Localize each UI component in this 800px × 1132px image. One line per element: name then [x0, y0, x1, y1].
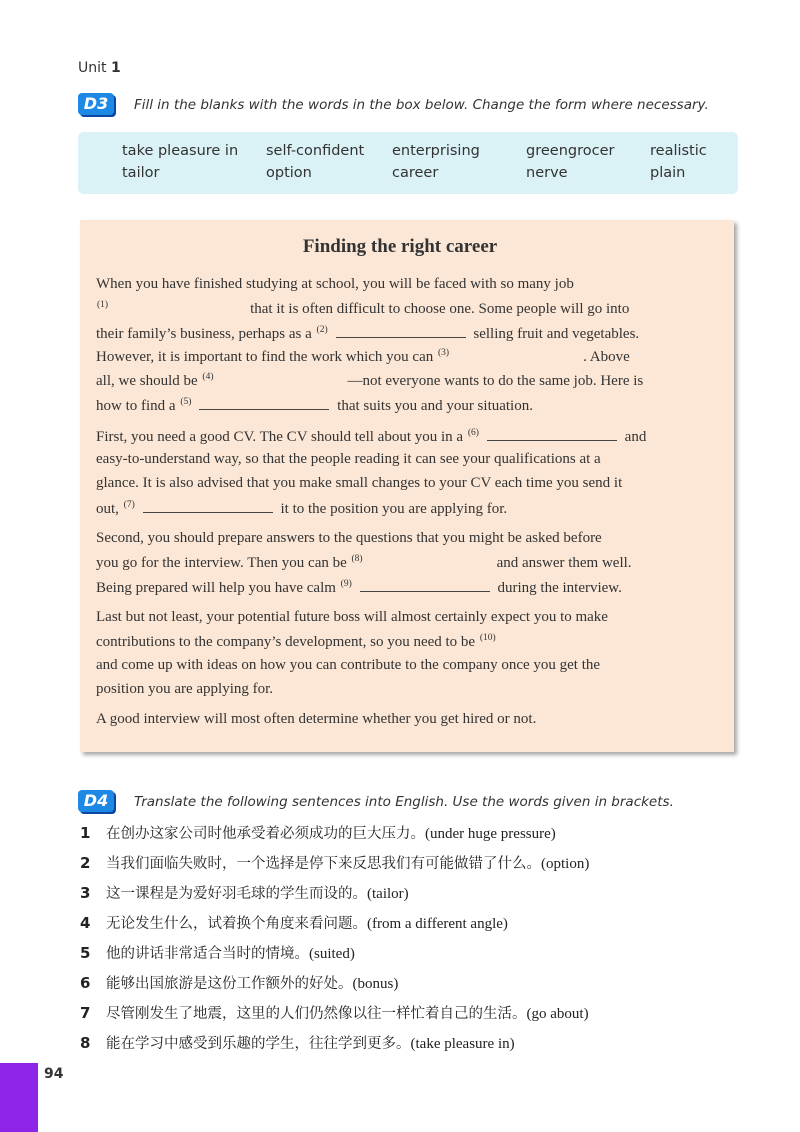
passage-title: Finding the right career: [302, 236, 498, 257]
passage-line: you go for the interview. Then you can be $^{(8)}$ and answer them well.: [96, 554, 632, 571]
page-edge-tab: [0, 1063, 38, 1132]
passage-line: easy-to-understand way, so that the people reading it can see your qualifications at a: [96, 451, 601, 467]
translation-item: 6 能够出国旅游是这份工作额外的好处。(bonus): [80, 974, 399, 992]
passage-line: and come up with ideas on how you can contribute to the company once you get the: [96, 657, 601, 673]
word-item: career: [392, 165, 439, 181]
word-item: realistic: [650, 143, 707, 159]
blank-2[interactable]: [336, 324, 466, 338]
word-item: greengrocer: [526, 143, 615, 159]
passage-line: Being prepared will help you have calm $^{(9)}$ during the interview.: [96, 579, 622, 596]
passage-line: First, you need a good CV. The CV should tell about you in a $^{(6)}$ and: [96, 428, 647, 445]
blank-number: (1): [97, 300, 109, 310]
blank-number: (8): [351, 554, 363, 564]
section-badge-d4: D4: [78, 790, 114, 812]
page-number: 94: [44, 1066, 64, 1082]
blank-number: (9): [340, 579, 352, 589]
passage-line: out, $^{(7)}$ it to the position you are applying for.: [96, 500, 508, 517]
passage-line: how to find a $^{(5)}$ that suits you and your situation.: [96, 397, 533, 414]
blank-number: (3): [438, 348, 450, 358]
translation-item: 4 无论发生什么，试着换个角度来看问题。(from a different angle): [80, 914, 508, 932]
word-item: nerve: [526, 165, 568, 181]
passage-line: their family’s business, perhaps as a $^{(2)}$ selling fruit and vegetables.: [96, 325, 640, 342]
translation-item: 7 尽管刚发生了地震，这里的人们仍然像以往一样忙着自己的生活。(go about): [80, 1004, 589, 1022]
passage-line: all, we should be $^{(4)}$ —not everyone wants to do the same job. Here is: [96, 372, 644, 389]
d4-instruction: Translate the following sentences into English. Use the words given in brackets.: [134, 794, 674, 810]
passage-line: Last but not least, your potential future boss will almost certainly expect you to make: [96, 609, 608, 625]
translation-item: 2 当我们面临失败时，一个选择是停下来反思我们有可能做错了什么。(option): [80, 854, 590, 872]
word-item: plain: [650, 165, 686, 181]
blank-number: (7): [123, 500, 135, 510]
passage-line: contributions to the company’s development, so you need to be $^{(10)}$: [96, 633, 496, 650]
passage-line: glance. It is also advised that you make small changes to your CV each time you send it: [96, 475, 623, 491]
blank-number: (2): [316, 325, 328, 335]
blank-number: (4): [202, 372, 214, 382]
section-badge-d3: D3: [78, 93, 114, 115]
passage-line: A good interview will most often determine whether you get hired or not.: [96, 711, 537, 727]
word-box: [78, 132, 738, 194]
blank-7[interactable]: [143, 499, 273, 513]
blank-9[interactable]: [360, 578, 490, 592]
blank-number: (6): [467, 428, 479, 438]
d3-instruction: Fill in the blanks with the words in the box below. Change the form where necessary.: [134, 97, 709, 113]
translation-item: 3 这一课程是为爱好羽毛球的学生而设的。(tailor): [80, 884, 409, 902]
unit-label: Unit 1: [78, 60, 121, 76]
word-item: enterprising: [392, 143, 480, 159]
translation-item: 5 他的讲话非常适合当时的情境。(suited): [80, 944, 355, 962]
word-item: option: [266, 165, 312, 181]
passage-line: $^{(1)}$ that it is often difficult to choose one. Some people will go into: [97, 300, 630, 317]
passage-line: position you are applying for.: [96, 681, 274, 697]
blank-5[interactable]: [199, 396, 329, 410]
blank-number: (5): [180, 397, 192, 407]
translation-item: 1 在创办这家公司时他承受着必须成功的巨大压力。(under huge pressure): [80, 824, 556, 842]
translation-item: 8 能在学习中感受到乐趣的学生，往往学到更多。(take pleasure in): [80, 1034, 515, 1052]
blank-6[interactable]: [487, 427, 617, 441]
word-item: tailor: [122, 165, 160, 181]
passage-line: Second, you should prepare answers to the questions that you might be asked before: [96, 530, 602, 546]
passage-line: However, it is important to find the work which you can $^{(3)}$ . Above: [96, 348, 630, 365]
word-item: take pleasure in: [122, 143, 239, 159]
blank-number: (10): [479, 633, 496, 643]
passage-line: When you have finished studying at school, you will be faced with so many job: [96, 276, 574, 292]
word-item: self-confident: [266, 143, 365, 159]
